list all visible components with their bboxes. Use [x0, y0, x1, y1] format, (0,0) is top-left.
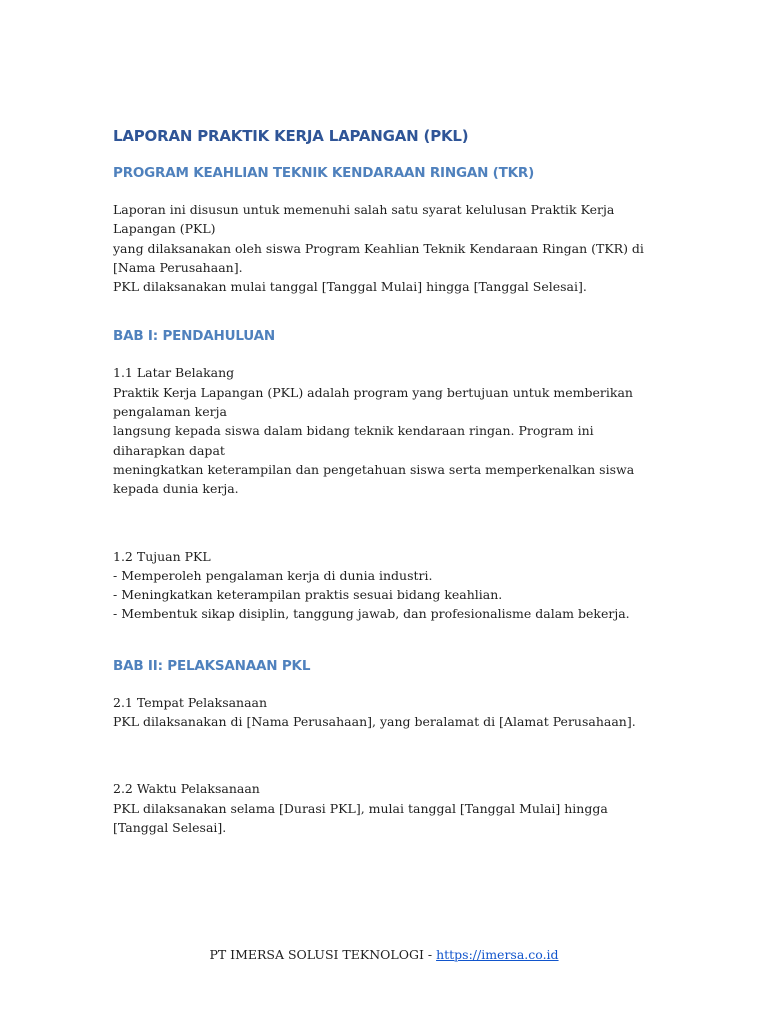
tempat-section [113, 693, 658, 732]
footer-company: PT IMERSA SOLUSI TEKNOLOGI - [209, 947, 437, 962]
latar-belakang-line: Praktik Kerja Lapangan (PKL) adalah program yang bertujuan untuk memberikan pengalaman kerja [113, 384, 633, 420]
tujuan-item: - Membentuk sikap disiplin, tanggung jawab, dan profesionalisme dalam bekerja. [113, 606, 630, 622]
latar-belakang-title: 1.1 Latar Belakang [113, 365, 235, 381]
latar-belakang-line: langsung kepada siswa dalam bidang teknik kendaraan ringan. Program ini diharapkan dapat [113, 423, 594, 458]
intro-line: PKL dilaksanakan mulai tanggal [Tanggal Mulai] hingga [Tanggal Selesai]. [113, 279, 587, 295]
footer-link[interactable]: https://imersa.co.id [436, 947, 559, 962]
tujuan-item: - Meningkatkan keterampilan praktis sesuai bidang keahlian. [113, 587, 503, 603]
intro-line: Laporan ini disusun untuk memenuhi salah satu syarat kelulusan Praktik Kerja Lapangan (PKL) [113, 202, 615, 237]
tujuan-item: - Memperoleh pengalaman kerja di dunia industri. [113, 567, 433, 583]
latar-belakang-section [113, 363, 658, 498]
tempat-title: 2.1 Tempat Pelaksanaan [113, 694, 268, 710]
bab1-heading: BAB I: PENDAHULUAN [113, 328, 275, 345]
waktu-section [113, 779, 658, 837]
intro-paragraph [113, 200, 658, 296]
waktu-title: 2.2 Waktu Pelaksanaan [113, 781, 260, 797]
tempat-line: PKL dilaksanakan di [Nama Perusahaan], yang beralamat di [Alamat Perusahaan]. [113, 714, 636, 730]
tujuan-title: 1.2 Tujuan PKL [113, 548, 211, 564]
waktu-line: PKL dilaksanakan selama [Durasi PKL], mulai tanggal [Tanggal Mulai] hingga [Tanggal Selesai]. [113, 800, 608, 835]
document-body [113, 126, 658, 867]
latar-belakang-line: meningkatkan keterampilan dan pengetahuan siswa serta memperkenalkan siswa kepada dunia kerja. [113, 461, 635, 497]
report-title: LAPORAN PRAKTIK KERJA LAPANGAN (PKL) [113, 127, 469, 145]
intro-line: yang dilaksanakan oleh siswa Program Keahlian Teknik Kendaraan Ringan (TKR) di [Nama Perusahaan]. [113, 240, 644, 275]
program-subtitle: PROGRAM KEAHLIAN TEKNIK KENDARAAN RINGAN (TKR) [113, 165, 535, 181]
page-footer [0, 945, 768, 964]
bab2-heading: BAB II: PELAKSANAAN PKL [113, 657, 311, 674]
tujuan-section [113, 547, 658, 624]
